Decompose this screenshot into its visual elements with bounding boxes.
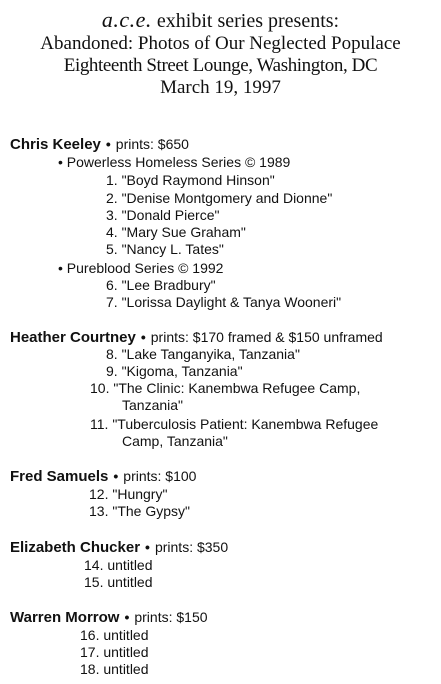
artist-name: Heather Courtney [10, 329, 136, 346]
series-title: • Powerless Homeless Series © 1989 [58, 154, 291, 170]
artist-line-chris-keeley [10, 136, 189, 153]
bullet-separator: • [145, 539, 150, 555]
work-item: 7. "Lorissa Daylight & Tanya Wooneri" [106, 294, 342, 310]
exhibit-title: Abandoned: Photos of Our Neglected Populace [40, 33, 401, 54]
exhibit-date: March 19, 1997 [160, 77, 281, 98]
work-item: 14. untitled [84, 557, 153, 573]
artist-name: Elizabeth Chucker [10, 539, 141, 556]
work-item: 5. "Nancy L. Tates" [106, 241, 224, 257]
series-title: • Pureblood Series © 1992 [58, 260, 224, 276]
work-item: 1. "Boyd Raymond Hinson" [106, 172, 275, 188]
artist-price: prints: $170 framed & $150 unframed [150, 329, 383, 345]
work-item: 3. "Donald Pierce" [106, 207, 220, 223]
bullet-separator: • [140, 329, 146, 345]
work-item: 10. "The Clinic: Kanembwa Refugee Camp, [90, 380, 361, 396]
artist-name: Fred Samuels [10, 468, 109, 485]
artist-line-heather-courtney [10, 329, 383, 346]
flyer-header [0, 8, 441, 99]
header-line-1-rest: exhibit series presents: [156, 10, 340, 32]
artist-line-warren-morrow [10, 609, 208, 626]
work-item: 4. "Mary Sue Graham" [106, 224, 246, 240]
work-item: 16. untitled [80, 627, 149, 643]
artist-name: Chris Keeley [10, 136, 101, 153]
work-item: 12. "Hungry" [89, 486, 168, 502]
bullet-separator: • [105, 136, 111, 152]
header-line-1 [0, 8, 441, 33]
work-item: 6. "Lee Bradbury" [106, 277, 216, 293]
work-item-continuation: Tanzania" [122, 397, 184, 413]
venue: Eighteenth Street Lounge, Washington, DC [63, 55, 378, 76]
artist-name: Warren Morrow [10, 609, 120, 626]
artist-line-elizabeth-chucker [10, 539, 228, 556]
work-item-continuation: Camp, Tanzania" [122, 433, 228, 449]
artist-price: prints: $350 [154, 539, 229, 555]
artist-price: prints: $650 [115, 136, 189, 152]
work-item: 11. "Tuberculosis Patient: Kanembwa Refugee [90, 416, 379, 432]
bullet-separator: • [113, 468, 119, 484]
artist-line-fred-samuels [10, 468, 196, 485]
work-item: 2. "Denise Montgomery and Dionne" [106, 190, 333, 206]
brand-name: a.c.e. [101, 7, 152, 32]
bullet-separator: • [124, 609, 130, 625]
work-item: 17. untitled [80, 644, 149, 660]
work-item: 13. "The Gypsy" [89, 503, 190, 519]
work-item: 9. "Kigoma, Tanzania" [106, 363, 243, 379]
work-item: 18. untitled [80, 661, 149, 677]
artist-price: prints: $150 [134, 609, 208, 625]
work-item: 8. "Lake Tanganyika, Tanzania" [106, 346, 300, 362]
work-item: 15. untitled [84, 574, 153, 590]
artist-price: prints: $100 [123, 468, 197, 484]
